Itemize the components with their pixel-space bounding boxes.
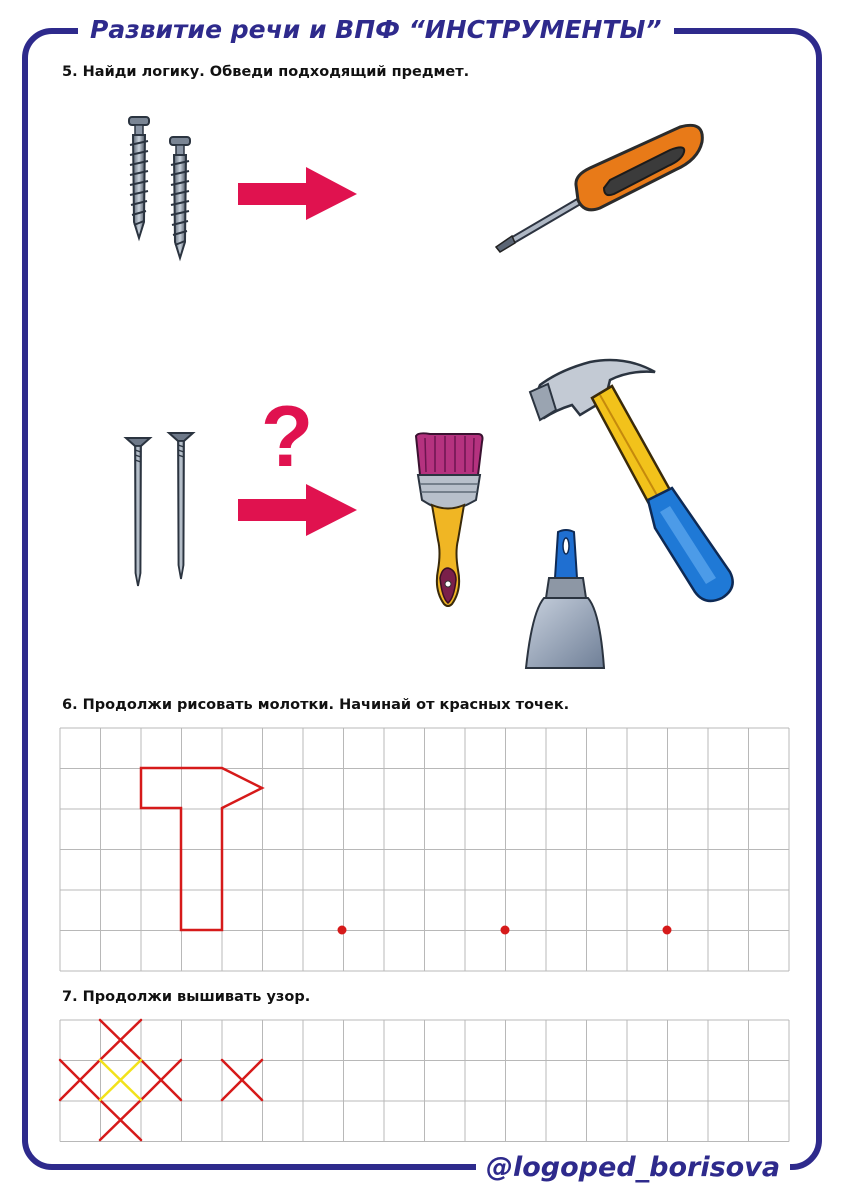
task-5-title: 5. Найди логику. Обведи подходящий предмет. [62,64,470,80]
task-6-title: 6. Продолжи рисовать молотки. Начинай от красных точек. [62,697,570,713]
question-mark: ? [260,389,314,485]
author-handle: @logoped_borisova [476,1148,790,1188]
cross-stitch-yellow [100,1060,141,1100]
grid-lines [60,1020,789,1142]
page-title: Развитие речи и ВПФ “ИНСТРУМЕНТЫ” [78,10,674,50]
cross-stitch-pattern [60,1020,262,1140]
task-7-title: 7. Продолжи вышивать узор. [62,989,311,1005]
